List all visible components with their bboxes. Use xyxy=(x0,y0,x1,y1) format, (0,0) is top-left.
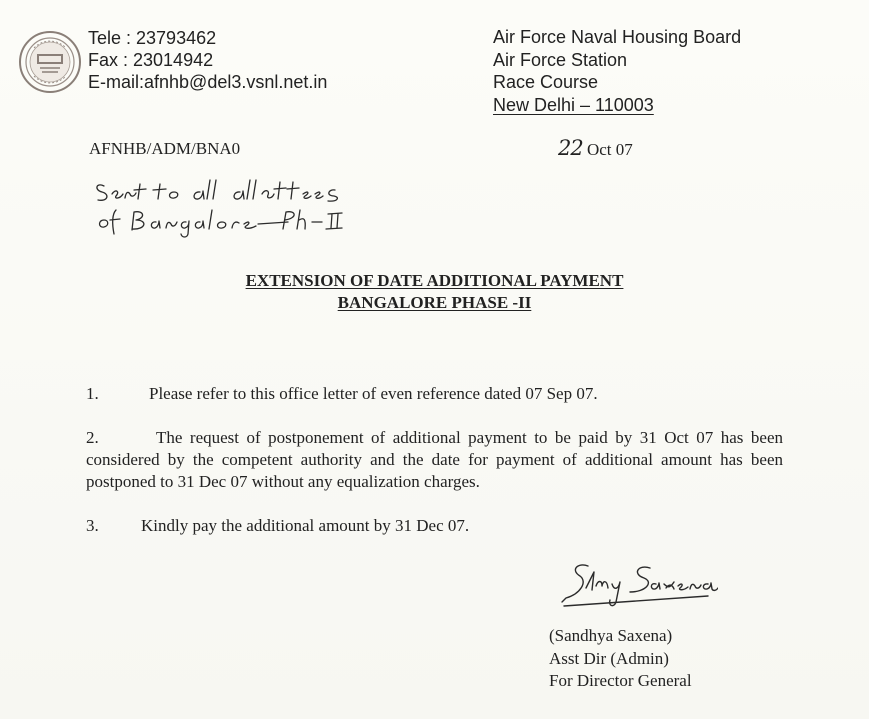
paragraph-text: Please refer to this office letter of even reference dated 07 Sep 07. xyxy=(149,384,598,403)
paragraph-1 xyxy=(86,383,783,405)
telephone-number: Tele : 23793462 xyxy=(88,28,217,48)
email-address: E-mail:afnhb@del3.vsnl.net.in xyxy=(88,72,328,92)
paragraph-number: 3. xyxy=(86,516,99,535)
date-day-handwritten: 22 xyxy=(558,136,583,160)
date-month-year: Oct 07 xyxy=(586,140,633,159)
address-line-3: Race Course xyxy=(493,72,599,92)
paragraph-text: Kindly pay the additional amount by 31 Dec 07. xyxy=(141,516,470,535)
address-line-1: Air Force Naval Housing Board xyxy=(493,27,742,47)
address-line-4: New Delhi – 110003 xyxy=(493,94,654,115)
letterhead-address xyxy=(493,26,741,116)
signature-block xyxy=(549,625,692,693)
letter-date xyxy=(558,136,633,160)
afnhb-seal-logo xyxy=(18,30,82,94)
paragraph-text: The request of postponement of additional payment to be paid by 31 Oct 07 has been considered by the competent authority and the date for payment of additional amount has been postponed to 31 Dec 07 without any equalization charges. xyxy=(86,428,783,491)
signatory-designation: Asst Dir (Admin) xyxy=(549,648,669,668)
subject-line-2: BANGALORE PHASE -II xyxy=(337,293,532,312)
paragraph-number: 2. xyxy=(86,428,99,447)
paragraph-2 xyxy=(86,427,783,493)
signatory-on-behalf: For Director General xyxy=(549,671,692,690)
paragraph-number: 1. xyxy=(86,384,99,403)
letterhead-contact xyxy=(88,27,327,93)
subject-line-1: EXTENSION OF DATE ADDITIONAL PAYMENT xyxy=(245,271,624,290)
handwritten-note xyxy=(90,172,390,242)
letter-subject xyxy=(0,270,869,314)
address-line-2: Air Force Station xyxy=(493,49,628,70)
paragraph-3 xyxy=(86,515,783,537)
reference-number: AFNHB/ADM/BNA0 xyxy=(89,139,241,158)
signatory-name: (Sandhya Saxena) xyxy=(549,626,673,645)
fax-number: Fax : 23014942 xyxy=(88,50,214,70)
handwritten-signature xyxy=(558,558,718,613)
